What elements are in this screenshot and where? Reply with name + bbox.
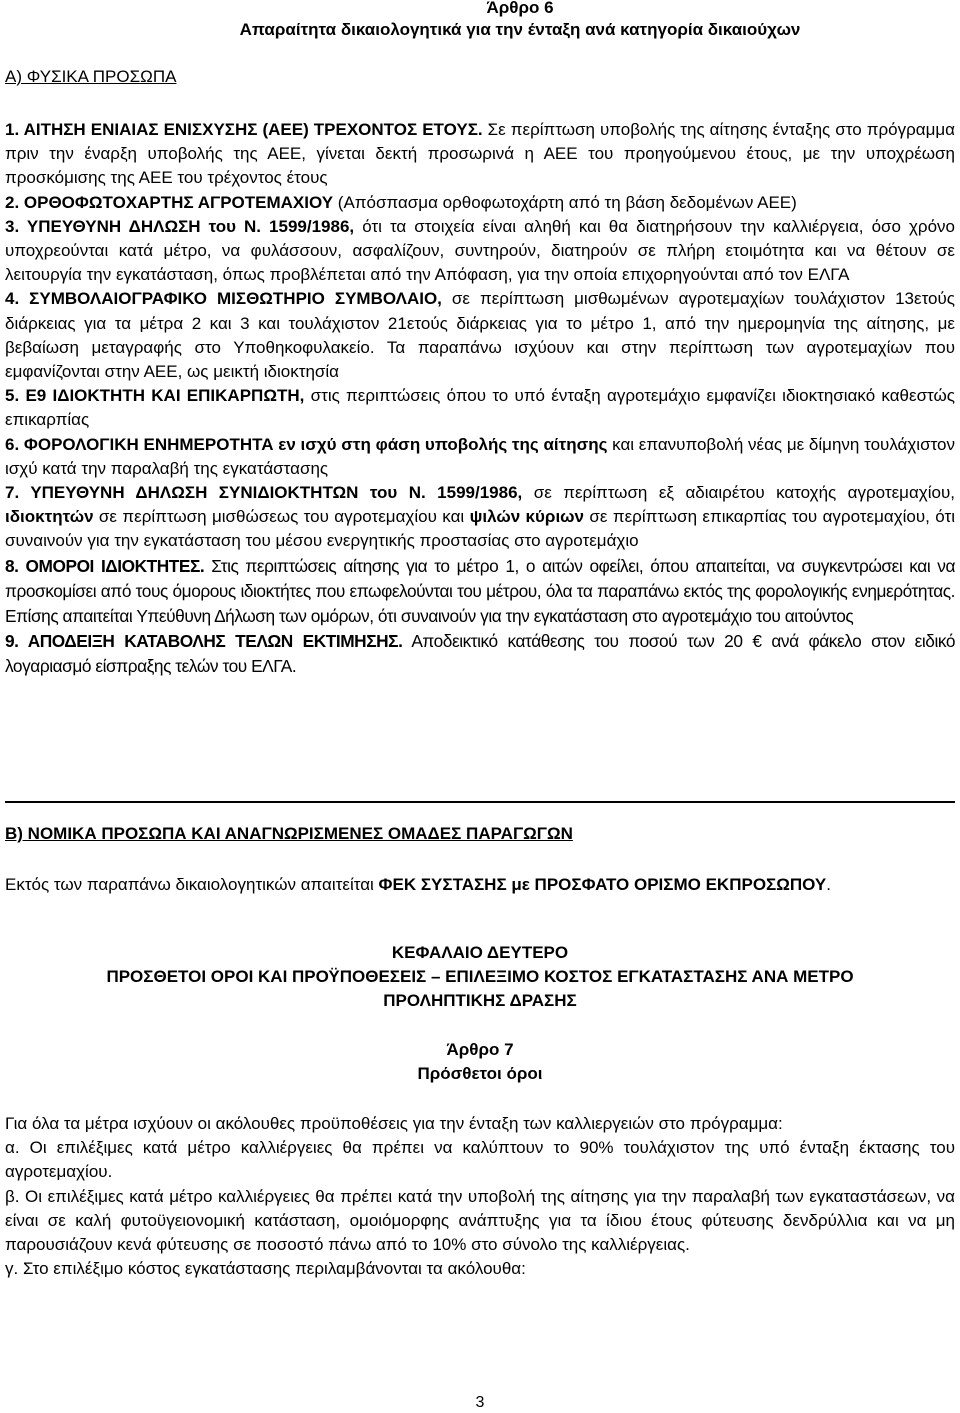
item-9-heading: 9. ΑΠΟΔΕΙΞΗ ΚΑΤΑΒΟΛΗΣ ΤΕΛΩΝ ΕΚΤΙΜΗΣΗΣ. — [5, 630, 403, 651]
item-7-heading: 7. ΥΠΕΥΘΥΝΗ ΔΗΛΩΣΗ ΣΥΝΙΔΙΟΚΤΗΤΩΝ του Ν. 1599/1986, — [5, 483, 523, 503]
section-b-text: Εκτός των παραπάνω δικαιολογητικών απαιτείται ΦΕΚ ΣΥΣΤΑΣΗΣ με ΠΡΟΣΦΑΤΟ ΟΡΙΣΜΟ ΕΚΠΡΟΣΩΠΟΥ. — [5, 875, 831, 894]
item-9: 9. ΑΠΟΔΕΙΞΗ ΚΑΤΑΒΟΛΗΣ ΤΕΛΩΝ ΕΚΤΙΜΗΣΗΣ. Αποδεικτικό κατάθεσης του ποσού των 20 € ανά φάκελο στον ειδικό λογαριασμό είσπραξης τελών του ΕΛΓΑ. — [5, 630, 956, 676]
item-1-heading: 1. ΑΙΤΗΣΗ ΕΝΙΑΙΑΣ ΕΝΙΣΧΥΣΗΣ (ΑΕΕ) ΤΡΕΧΟΝΤΟΣ ΕΤΟΥΣ. — [5, 120, 483, 139]
chapter-subtitle-cont: ΠΡΟΛΗΠΤΙΚΗΣ ΔΡΑΣΗΣ — [383, 991, 577, 1010]
article-7-title: Άρθρο 7 — [446, 1040, 514, 1059]
item-4-heading: 4. ΣΥΜΒΟΛΑΙΟΓΡΑΦΙΚΟ ΜΙΣΘΩΤΗΡΙΟ ΣΥΜΒΟΛΑΙΟ, — [5, 289, 442, 309]
item-5-heading: 5. Ε9 ΙΔΙΟΚΤΗΤΗ ΚΑΙ ΕΠΙΚΑΡΠΩΤΗ, — [5, 386, 305, 406]
article-6-title: Άρθρο 6 — [486, 0, 554, 17]
item-7: 7. ΥΠΕΥΘΥΝΗ ΔΗΛΩΣΗ ΣΥΝΙΔΙΟΚΤΗΤΩΝ του Ν. 1599/1986, σε περίπτωση εξ αδιαιρέτου κατοχής αγροτεμαχίου, ιδιοκτητών σε περίπτωση μισθώσεως του αγροτεμαχίου και ψιλών κύριων σε περίπτωση επικαρπίας του αγροτεμαχίου, ότι συναινούν για την εγκατάσταση του μέσου ενεργητικής προστασίας στο αγροτεμάχιο — [5, 483, 955, 551]
condition-a: α. Οι επιλέξιμες κατά μέτρο καλλιέργειες θα πρέπει να καλύπτουν το 90% τουλάχιστον της υπό ένταξη έκτασης του αγροτεμαχίου. — [5, 1138, 955, 1182]
item-3: 3. ΥΠΕΥΘΥΝΗ ΔΗΛΩΣΗ του Ν. 1599/1986, ότι τα στοιχεία είναι αληθή και θα διατηρήσουν την καλλιέργεια, όσο χρόνο υποχρεούνται κατά μέτρο, να φυλάσσουν, ασφαλίζουν, συντηρούν, διατηρούν σε πλήρη ετοιμότητα και να θέτουν σε λειτουργία την εγκατάσταση, όπως προβλέπεται από την Απόφαση, για την οποία επιχορηγούνται από τον ΕΛΓΑ — [5, 216, 956, 285]
item-4: 4. ΣΥΜΒΟΛΑΙΟΓΡΑΦΙΚΟ ΜΙΣΘΩΤΗΡΙΟ ΣΥΜΒΟΛΑΙΟ, σε περίπτωση μισθωμένων αγροτεμαχίων τουλάχιστον 13ετούς διάρκειας για τα μέτρα 2 και 3 και τουλάχιστον 21ετούς διάρκειας για το μέτρο 1, από την ημερομηνία της αίτησης, με βεβαίωση μεταγραφής στο Υποθηκοφυλακείο. Τα παραπάνω ισχύουν και στην περίπτωση των αγροτεμαχίων που εμφανίζονται στην ΑΕΕ, ως μεικτή ιδιοκτησία — [5, 289, 955, 382]
article-7-body — [5, 1112, 955, 1281]
section-divider — [5, 801, 955, 803]
chapter-subtitle: ΠΡΟΣΘΕΤΟΙ ΟΡΟΙ ΚΑΙ ΠΡΟΫΠΟΘΕΣΕΙΣ – ΕΠΙΛΕΞΙΜΟ ΚΟΣΤΟΣ ΕΓΚΑΤΑΣΤΑΣΗΣ ΑΝΑ ΜΕΤΡΟ — [106, 967, 854, 986]
article-7-intro: Για όλα τα μέτρα ισχύουν οι ακόλουθες προϋποθέσεις για την ένταξη των καλλιεργειών στο πρόγραμμα: — [5, 1114, 783, 1133]
item-2-heading: 2. ΟΡΘΟΦΩΤΟΧΑΡΤΗΣ ΑΓΡΟΤΕΜΑΧΙΟΥ — [5, 192, 334, 212]
section-b-heading: Β) ΝΟΜΙΚΑ ΠΡΟΣΩΠΑ ΚΑΙ ΑΝΑΓΝΩΡΙΣΜΕΝΕΣ ΟΜΑΔΕΣ ΠΑΡΑΓΩΓΩΝ — [5, 824, 573, 843]
condition-c: γ. Στο επιλέξιμο κόστος εγκατάστασης περιλαμβάνονται τα ακόλουθα: — [5, 1259, 526, 1279]
item-8-heading: 8. ΟΜΟΡΟΙ ΙΔΙΟΚΤΗΤΕΣ. — [5, 555, 205, 576]
section-a-list — [5, 118, 955, 679]
item-6: 6. ΦΟΡΟΛΟΓΙΚΗ ΕΝΗΜΕΡΟΤΗΤΑ εν ισχύ στη φάση υποβολής της αίτησης και επανυποβολή νέας με δίμηνη τουλάχιστον ισχύ κατά την παραλαβή της εγκατάστασης — [5, 434, 956, 478]
item-2: 2. ΟΡΘΟΦΩΤΟΧΑΡΤΗΣ ΑΓΡΟΤΕΜΑΧΙΟΥ (Απόσπασμα ορθοφωτοχάρτη από τη βάση δεδομένων ΑΕΕ) — [5, 192, 797, 212]
item-8: 8. ΟΜΟΡΟΙ ΙΔΙΟΚΤΗΤΕΣ. Στις περιπτώσεις αίτησης για το μέτρο 1, ο αιτών οφείλει, όπου απαιτείται, να συγκεντρώσει και να προσκομίσει από τους όμορους ιδιοκτήτες που επωφελούνται του μέτρου, όλα τα παραπάνω εκτός της φορολογικής ενημερότητας. Επίσης απαιτείται Υπεύθυνη Δήλωση των ομόρων, ότι συναινούν για την εγκατάσταση στο αγροτεμάχιο του αιτούντος — [5, 555, 955, 626]
section-a-heading: Α) ΦΥΣΙΚΑ ΠΡΟΣΩΠΑ — [5, 67, 177, 86]
condition-b: β. Οι επιλέξιμες κατά μέτρο καλλιέργειες θα πρέπει κατά την υποβολή της αίτησης για την παραλαβή των εγκαταστάσεων, να είναι σε καλή φυτοϋγειονομική κατάσταση, ομοιόμορφης ανάπτυξης για τα ίδιου έτους φύτευσης δενδρύλλια και να μη παρουσιάζουν κενά φύτευσης σε ποσοστό πάνω από το 10% στο σύνολο της καλλιέργειας. — [5, 1186, 955, 1255]
item-6-heading: 6. ΦΟΡΟΛΟΓΙΚΗ ΕΝΗΜΕΡΟΤΗΤΑ εν ισχύ στη φάση υποβολής της αίτησης — [5, 434, 608, 454]
article-6-subtitle: Απαραίτητα δικαιολογητικά για την ένταξη ανά κατηγορία δικαιούχων — [239, 20, 801, 39]
item-3-heading: 3. ΥΠΕΥΘΥΝΗ ΔΗΛΩΣΗ του Ν. 1599/1986, — [5, 216, 355, 236]
article-7-subtitle: Πρόσθετοι όροι — [417, 1064, 543, 1083]
item-1: 1. ΑΙΤΗΣΗ ΕΝΙΑΙΑΣ ΕΝΙΣΧΥΣΗΣ (ΑΕΕ) ΤΡΕΧΟΝΤΟΣ ΕΤΟΥΣ. Σε περίπτωση υποβολής της αίτησης ένταξης στο πρόγραμμα πριν την έναρξη υποβολής της ΑΕΕ, γίνεται δεκτή προσωρινά η ΑΕΕ του προηγούμενου έτους, με την υποχρέωση προσκόμισης της ΑΕΕ του τρέχοντος έτους — [5, 120, 955, 188]
chapter-title: ΚΕΦΑΛΑΙΟ ΔΕΥΤΕΡΟ — [391, 943, 569, 962]
item-5: 5. Ε9 ΙΔΙΟΚΤΗΤΗ ΚΑΙ ΕΠΙΚΑΡΠΩΤΗ, στις περιπτώσεις όπου το υπό ένταξη αγροτεμάχιο εμφανίζει ιδιοκτησιακό καθεστώς επικαρπίας — [5, 386, 956, 430]
page-number: 3 — [475, 1394, 485, 1411]
